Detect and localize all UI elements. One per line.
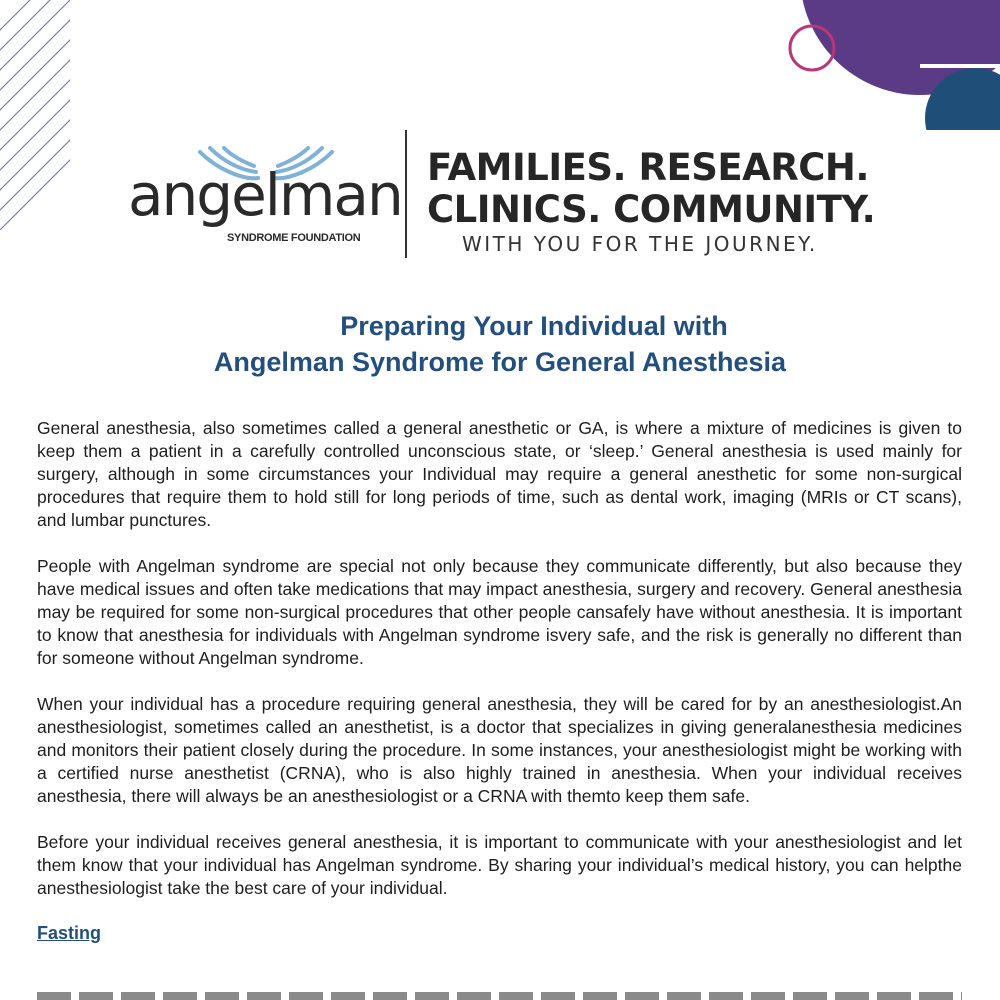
title-line-1: Preparing Your Individual with (340, 311, 728, 341)
tagline-line-2: CLINICS. COMMUNITY. (427, 188, 876, 231)
section-heading-fasting: Fasting (37, 923, 102, 943)
decorative-circles (770, 0, 1000, 130)
title-line-2: Angelman Syndrome for General Anesthesia (213, 347, 787, 377)
paragraph-3: When your individual has a procedure requiring general anesthesia, they will be cared for by an anesthesiologist.An anesthesiologist, sometimes called an anesthetist, is a doctor that specializes in giving generalanesthesia medicines and monitors their patient closely during the procedure. In some instances, your anesthesiologist might be working with a certified nurse anesthetist (CRNA), who is also highly trained in anesthesia. When your individual receives anesthesia, there will always be an anesthesiologist or a CRNA with themto keep them safe. (37, 694, 962, 806)
logo-subtitle: SYNDROME FOUNDATION (227, 232, 361, 244)
paragraph-1: General anesthesia, also sometimes called a general anesthetic or GA, is where a mixture of medicines is given to keep them a patient in a carefully controlled unconscious state, or ‘sleep.’ General anesthesia is used mainly for surgery, although in some circumstances your Individual may require a general anesthetic for some non-surgical procedures that require them to hold still for long periods of time, such as dental work, imaging (MRIs or CT scans), and lumbar punctures. (37, 418, 962, 530)
decorative-stripes (0, 0, 70, 230)
document-title (0, 308, 1000, 380)
logo-wordmark: angelman (128, 161, 402, 229)
paragraph-4: Before your individual receives general anesthesia, it is important to communicate with your anesthesiologist and let them know that your individual has Angelman syndrome. By sharing your individual’s medical history, you can helpthe anesthesiologist take the best care of your individual. (37, 832, 962, 898)
tagline-line-1: FAMILIES. RESEARCH. (427, 146, 869, 189)
logo-divider (405, 130, 407, 258)
angelman-logo (128, 132, 402, 260)
tagline-line-3: WITH YOU FOR THE JOURNEY. (462, 232, 818, 256)
document-body (37, 417, 962, 944)
paragraph-2: People with Angelman syndrome are special not only because they communicate differently, but also because they have medical issues and often take medications that may impact anesthesia, surgery and recovery. General anesthesia may be required for some non-surgical procedures that other people cansafely have without anesthesia. It is important to know that anesthesia for individuals with Angelman syndrome isvery safe, and the risk is generally no different than for someone without Angelman syndrome. (37, 556, 962, 668)
truncated-text-line (37, 992, 962, 1000)
